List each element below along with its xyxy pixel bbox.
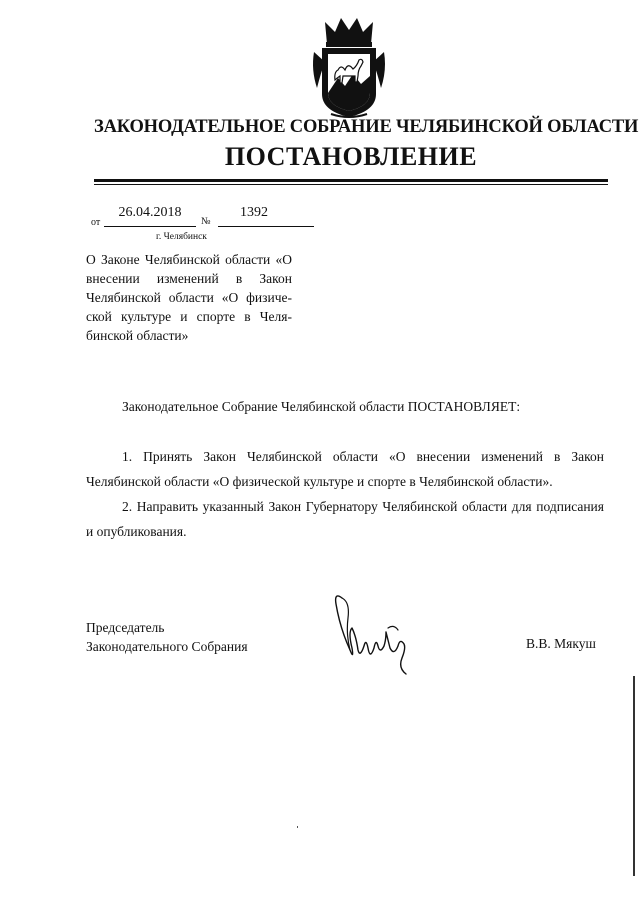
- header-rule-thick: [94, 179, 608, 182]
- clause-2: 2. Направить указанный Закон Губернатору Челябинской области для подписания и опубликования.: [86, 499, 604, 539]
- scan-edge-mark: [633, 676, 635, 876]
- signatory-name: В.В. Мякуш: [526, 636, 596, 651]
- date-label: от: [91, 217, 101, 228]
- document-subject: О Законе Челябинской области «О внесении изменений в Закон Челябинской области «О физической культуре и спорте в Челябинской области»: [86, 252, 292, 343]
- signatory-title: [86, 618, 248, 656]
- scan-speck: [297, 826, 298, 828]
- number-label: №: [201, 216, 211, 227]
- coat-of-arms-emblem: [311, 14, 387, 120]
- city-label: г. Челябинск: [156, 232, 207, 242]
- date-underline: [104, 226, 196, 227]
- header-rule-thin: [94, 184, 608, 185]
- signatory-title-line-1: Председатель: [86, 620, 165, 635]
- signatory-title-line-2: Законодательного Собрания: [86, 639, 248, 654]
- document-type-title: ПОСТАНОВЛЕНИЕ: [224, 142, 478, 171]
- clause-1: 1. Принять Закон Челябинской области «О внесении изменений в Закон Челябинской области «О физической культуре и спорте в Челябинской области».: [86, 449, 604, 489]
- date-value: 26.04.2018: [118, 205, 182, 220]
- organization-name: ЗАКОНОДАТЕЛЬНОЕ СОБРАНИЕ ЧЕЛЯБИНСКОЙ ОБЛАСТИ: [94, 117, 639, 137]
- preamble-text: Законодательное Собрание Челябинской области ПОСТАНОВЛЯЕТ:: [122, 399, 521, 414]
- number-underline: [218, 226, 314, 227]
- handwritten-signature: [328, 588, 418, 680]
- number-value: 1392: [240, 205, 268, 220]
